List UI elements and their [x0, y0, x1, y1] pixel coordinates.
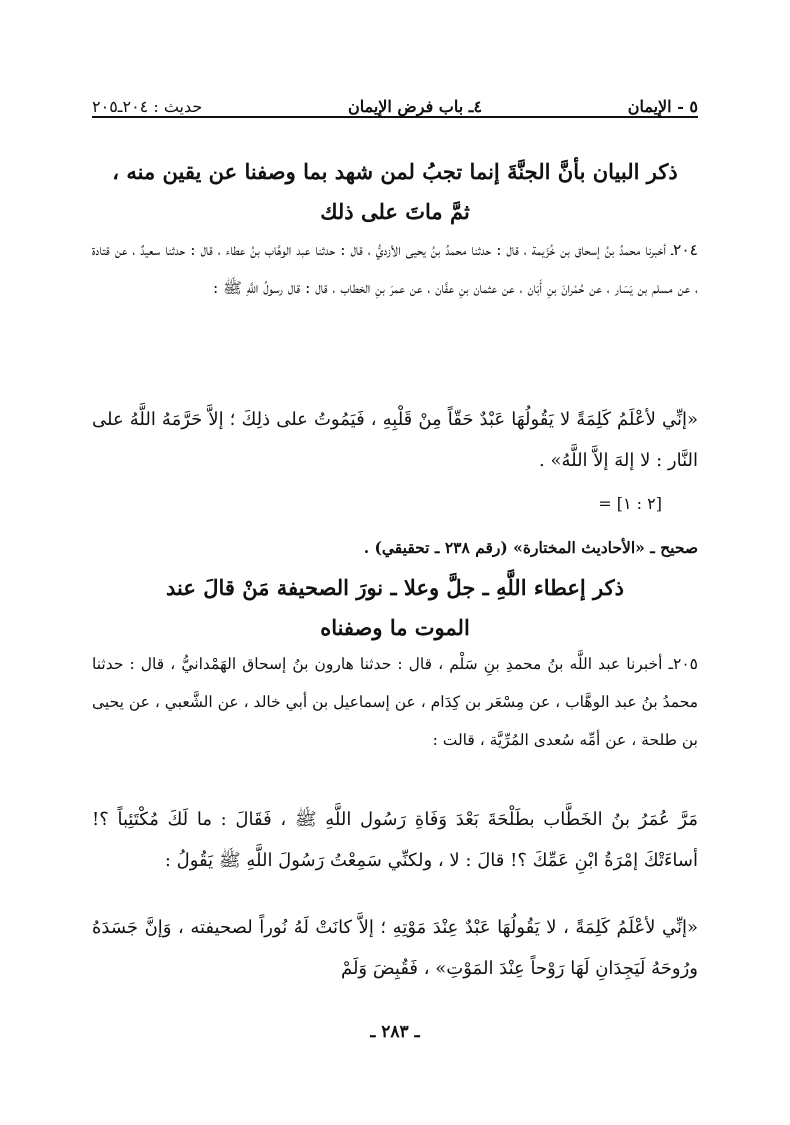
heading-1-line-2: ثمَّ ماتَ على ذلك: [320, 198, 470, 224]
chapter-title: ٥ - الإيمان: [627, 97, 698, 116]
hadith-205-story: مَرَّ عُمَرُ بنُ الخَطَّاب بطَلْحَةَ بَعْدَ وَفَاةِ رَسُول اللَّهِ ﷺ ، فَقَالَ : ما لَكَ مُكْتَئِباً ؟! أساءَتْكَ إمْرَةُ ابْنِ عَمِّكَ ؟! قالَ : لا ، ولكنِّي سَمِعْتُ رَسُولَ اللَّهِ ﷺ يَقُولُ :: [92, 809, 698, 871]
hadith-range: حديث : ٢٠٤ـ٢٠٥: [92, 97, 203, 116]
heading-2-line-2: الموت ما وصفناه: [320, 614, 470, 640]
hadith-204-isnad: ٢٠٤ـ أخبرنا محمدُ بنُ إسحاق بن خُزَيمة ، قال : حدثنا محمدُ بنُ يحيى الأزديُّ ، قال : حدثنا عبد الوهَّاب بنُ عطاء ، قال : حدثنا سعيدٌ ، عن قتادة ، عن مسلم بن يَسَار ، عن حُمْرانَ بنِ أَبَان ، عن عثمان بنِ عفَّان ، عن عمرَ بنِ الخطاب ، قال : قال رسولُ اللَّهِ ﷺ :: [92, 241, 698, 297]
hadith-205-isnad: ٢٠٥ـ أخبرنا عبد اللَّه بنُ محمدِ بنِ سَلْم ، قال : حدثنا هارون بنُ إسحاق الهَمْدانيُّ ، قال : حدثنا محمدُ بنُ عبد الوهَّاب ، عن مِسْعَر بن كِدَام ، عن إسماعيل بن أبي خالد ، عن الشَّعبي ، عن يحيى بن طلحة ، عن أمِّه سُعدى المُرِّيَّة ، قالت :: [92, 655, 698, 749]
hadith-204-reference: [٢ : ١] =: [598, 494, 662, 513]
heading-1-line-1: ذكر البيان بأنَّ الجنَّةَ إنما تجبُ لمن شهد بما وصفنا عن يقين منه ،: [112, 159, 678, 184]
heading-2: [92, 568, 698, 648]
heading-2-line-1: ذكر إعطاء اللَّهِ ـ جلَّ وعلا ـ نورَ الصحيفة مَنْ قالَ عند: [166, 575, 624, 600]
hadith-204-grading: صحيح ـ «الأحاديث المختارة» (رقم ٢٣٨ ـ تحقيقي) .: [363, 538, 698, 557]
hadith-205-matn: «إنِّي لأعْلَمُ كَلِمَةً ، لا يَقُولُهَا عَبْدٌ عِنْدَ مَوْتِهِ ؛ إلاَّ كانَتْ لَهُ نُوراً لصحيفته ، وَإنَّ جَسَدَهُ ورُوحَهُ لَيَجِدَانِ لَهَا رَوْحاً عِنْدَ المَوْتِ» ، فَقُبِضَ وَلَمْ: [92, 917, 698, 979]
hadith-204-matn: «إنِّي لأعْلَمُ كَلِمَةً لا يَقُولُهَا عَبْدٌ حَقّاً مِنْ قَلْبِهِ ، فَيَمُوتُ على ذلِكَ ؛ إلاَّ حَرَّمَهُ اللَّهُ على النَّار : لا إلهَ إلاَّ اللَّهُ» .: [92, 409, 698, 471]
heading-1: [92, 152, 698, 232]
running-header: [92, 86, 698, 118]
page-number: ـ ٢٨٣ ـ: [370, 1022, 420, 1042]
section-title: ٤ـ باب فرض الإيمان: [347, 97, 483, 116]
